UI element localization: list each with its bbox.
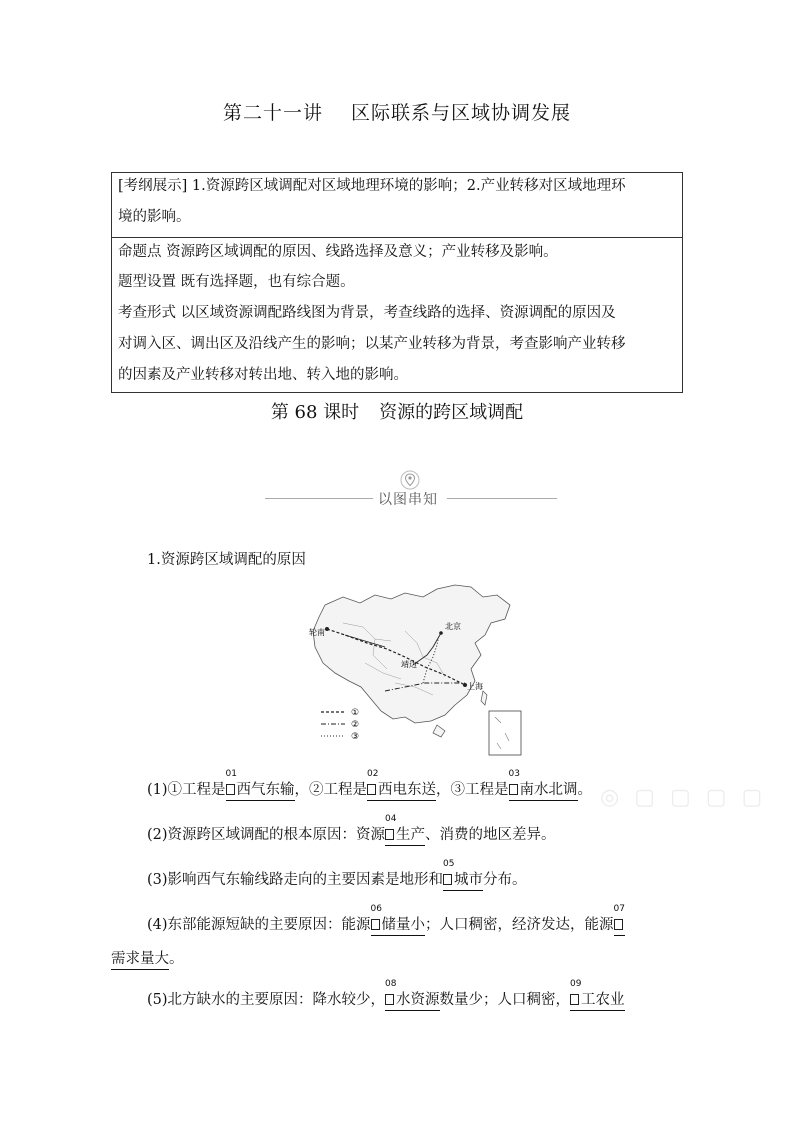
lunnan-label: 轮南 [309, 628, 325, 637]
syllabus-box [111, 172, 683, 393]
answer-09-text: 工农业 [581, 992, 625, 1008]
section-divider-right [447, 498, 557, 499]
item-1-text-a: (1)①工程是 [147, 782, 226, 798]
blank-box-icon [509, 784, 518, 795]
item-3 [147, 859, 527, 891]
answer-02-text: 西电东送 [378, 782, 437, 798]
answer-08-text: 水资源 [396, 992, 440, 1008]
answer-03 [508, 769, 578, 801]
legend-label-3: ③ [351, 732, 360, 742]
legend-label-1: ① [351, 708, 360, 718]
item-4-text-b: ；人口稠密，经济发达，能源 [425, 917, 614, 933]
item-2-text-b: 、消费的地区差异。 [425, 827, 556, 843]
taiwan-island [481, 691, 487, 705]
item-5-text-b: 数量少；人口稠密， [439, 992, 571, 1008]
answer-04 [385, 814, 426, 846]
answer-03-text: 南水北调 [519, 782, 578, 798]
item-5-text-a: (5)北方缺水的主要原因：降水较少， [147, 992, 386, 1008]
blank-box-icon [614, 919, 623, 930]
section-divider-left [265, 498, 373, 499]
item-4-text-a: (4)东部能源短缺的主要原因：能源 [147, 917, 371, 933]
blank-box-icon [385, 994, 394, 1005]
blank-number-06: 06 [370, 904, 382, 914]
item-5 [147, 979, 625, 1011]
exam-form-line-1: 考查形式 以区域资源调配路线图为背景，考查线路的选择、资源调配的原因及 [118, 305, 616, 321]
lecture-number: 第二十一讲 [222, 102, 323, 124]
legend-label-2: ② [351, 720, 360, 730]
lecture-title [0, 98, 794, 125]
answer-02 [367, 769, 437, 801]
answer-05 [443, 859, 484, 891]
item-1-text-c: ，③工程是 [436, 782, 509, 798]
hainan-island [433, 725, 445, 737]
item-4-line-2 [111, 949, 184, 970]
item-3-text-a: (3)影响西气东输线路走向的主要因素是地形和 [147, 872, 444, 888]
blank-number-08: 08 [385, 979, 397, 989]
blank-number-02: 02 [367, 769, 379, 779]
outline-line-2: 境的影响。 [118, 209, 191, 225]
exam-form-line-2: 对调入区、调出区及沿线产生的影响；以某产业转移为背景，考查影响产业转移 [118, 336, 626, 352]
answer-09 [570, 979, 625, 1011]
china-outline [313, 585, 510, 723]
blank-box-icon [443, 874, 452, 885]
china-resource-map [305, 583, 530, 758]
lesson-name: 资源的跨区域调配 [379, 402, 524, 423]
item-1 [147, 769, 593, 801]
answer-07-marker [613, 904, 625, 936]
answer-07 [111, 949, 169, 970]
location-pin-icon [400, 470, 420, 490]
syllabus-row-outline [112, 173, 682, 238]
answer-04-text: 生产 [396, 827, 426, 843]
watermark: ◎ ▢ ▢ ▢ ▢ [600, 785, 767, 810]
item-4-line-1 [147, 904, 625, 936]
blank-number-07: 07 [613, 904, 625, 914]
item-2 [147, 814, 556, 846]
answer-01 [225, 769, 295, 801]
answer-07-text: 需求量大 [111, 951, 169, 967]
jingbian-label: 靖边 [401, 660, 417, 669]
item-4-text-c: 。 [169, 951, 184, 967]
item-3-text-b: 分布。 [483, 872, 527, 888]
answer-06-text: 储量小 [381, 917, 426, 933]
lunnan-dot [325, 627, 329, 631]
subheading-reasons: 1.资源跨区域调配的原因 [147, 552, 306, 568]
blank-number-09: 09 [570, 979, 582, 989]
outline-line-1: [考纲展示] 1.资源跨区域调配对区域地理环境的影响；2.产业转移对区域地理环 [118, 178, 626, 194]
shanghai-label: 上海 [467, 682, 483, 691]
blank-box-icon [385, 829, 394, 840]
syllabus-topic: 命题点 资源跨区域调配的原因、线路选择及意义；产业转移及影响。 [118, 244, 558, 260]
answer-08 [385, 979, 440, 1011]
answer-06 [370, 904, 426, 936]
blank-number-05: 05 [443, 859, 455, 869]
section-label: 以图串知 [378, 492, 438, 508]
syllabus-question-type: 题型设置 既有选择题，也有综合题。 [118, 274, 355, 290]
blank-number-01: 01 [225, 769, 237, 779]
blank-box-icon [570, 994, 579, 1005]
blank-box-icon [371, 919, 380, 930]
lecture-name: 区际联系与区域协调发展 [351, 102, 572, 124]
answer-05-text: 城市 [454, 872, 484, 888]
item-2-text-a: (2)资源跨区域调配的根本原因：资源 [147, 827, 386, 843]
item-1-text-d: 。 [577, 782, 593, 798]
blank-number-03: 03 [508, 769, 520, 779]
blank-number-04: 04 [385, 814, 397, 824]
lesson-number: 第 68 课时 [270, 402, 360, 423]
answer-01-text: 西气东输 [236, 782, 295, 798]
item-1-text-b: ，②工程是 [294, 782, 368, 798]
beijing-label: 北京 [445, 622, 461, 631]
lesson-title [0, 398, 794, 424]
exam-form-line-3: 的因素及产业转移对转出地、转入地的影响。 [118, 367, 408, 383]
blank-box-icon [367, 784, 376, 795]
beijing-dot [439, 631, 443, 635]
blank-box-icon [226, 784, 235, 795]
